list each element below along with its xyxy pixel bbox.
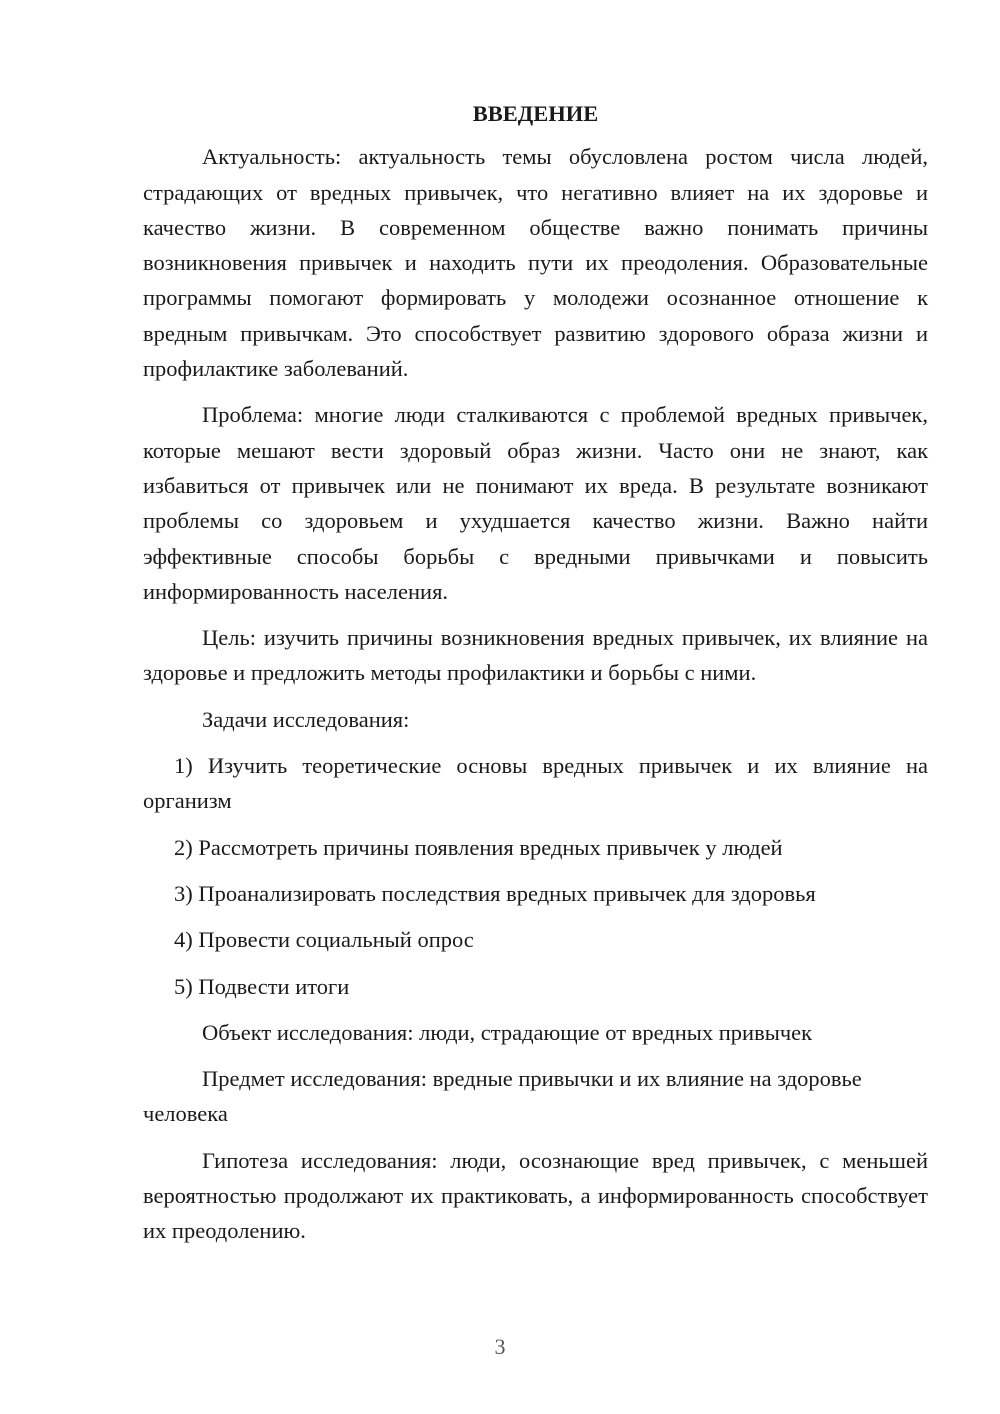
object-paragraph: Объект исследования: люди, страдающие от вредных привычек <box>202 1019 813 1045</box>
task-item-4: 4) Провести социальный опрос <box>174 927 474 953</box>
relevance-paragraph: Актуальность: актуальность темы обусловлена ростом числа людей, страдающих от вредных привычек, что негативно влияет на их здоровье и качество жизни. В современном обществе важно понимать причины возникновения привычек и находить пути их преодоления. Образовательные программы помогают формировать у молодежи осознанное отношение к вредным привычкам. Это способствует развитию здорового образа жизни и профилактике заболеваний. <box>143 144 928 382</box>
subject-paragraph: Предмет исследования: вредные привычки и их влияние на здоровье человека <box>143 1066 862 1127</box>
task-item-5: 5) Подвести итоги <box>174 973 350 999</box>
task-item-3: 3) Проанализировать последствия вредных привычек для здоровья <box>174 880 816 906</box>
page-number: 3 <box>494 1334 506 1359</box>
document-body <box>143 96 928 1260</box>
problem-paragraph: Проблема: многие люди сталкиваются с проблемой вредных привычек, которые мешают вести здоровый образ жизни. Часто они не знают, как избавиться от привычек или не понимают их вреда. В результате возникают проблемы со здоровьем и ухудшается качество жизни. Важно найти эффективные способы борьбы с вредными привычками и повысить информированность населения. <box>143 402 928 604</box>
page-title: ВВЕДЕНИЕ <box>472 101 599 126</box>
hypothesis-paragraph: Гипотеза исследования: люди, осознающие вред привычек, с меньшей вероятностью продолжают их практиковать, а информированность способствует их преодолению. <box>143 1147 928 1244</box>
tasks-heading: Задачи исследования: <box>202 706 410 732</box>
task-item-1: 1) Изучить теоретические основы вредных привычек и их влияние на организм <box>143 753 928 814</box>
goal-paragraph: Цель: изучить причины возникновения вредных привычек, их влияние на здоровье и предложить методы профилактики и борьбы с ними. <box>143 625 928 686</box>
task-item-2: 2) Рассмотреть причины появления вредных привычек у людей <box>174 834 783 860</box>
